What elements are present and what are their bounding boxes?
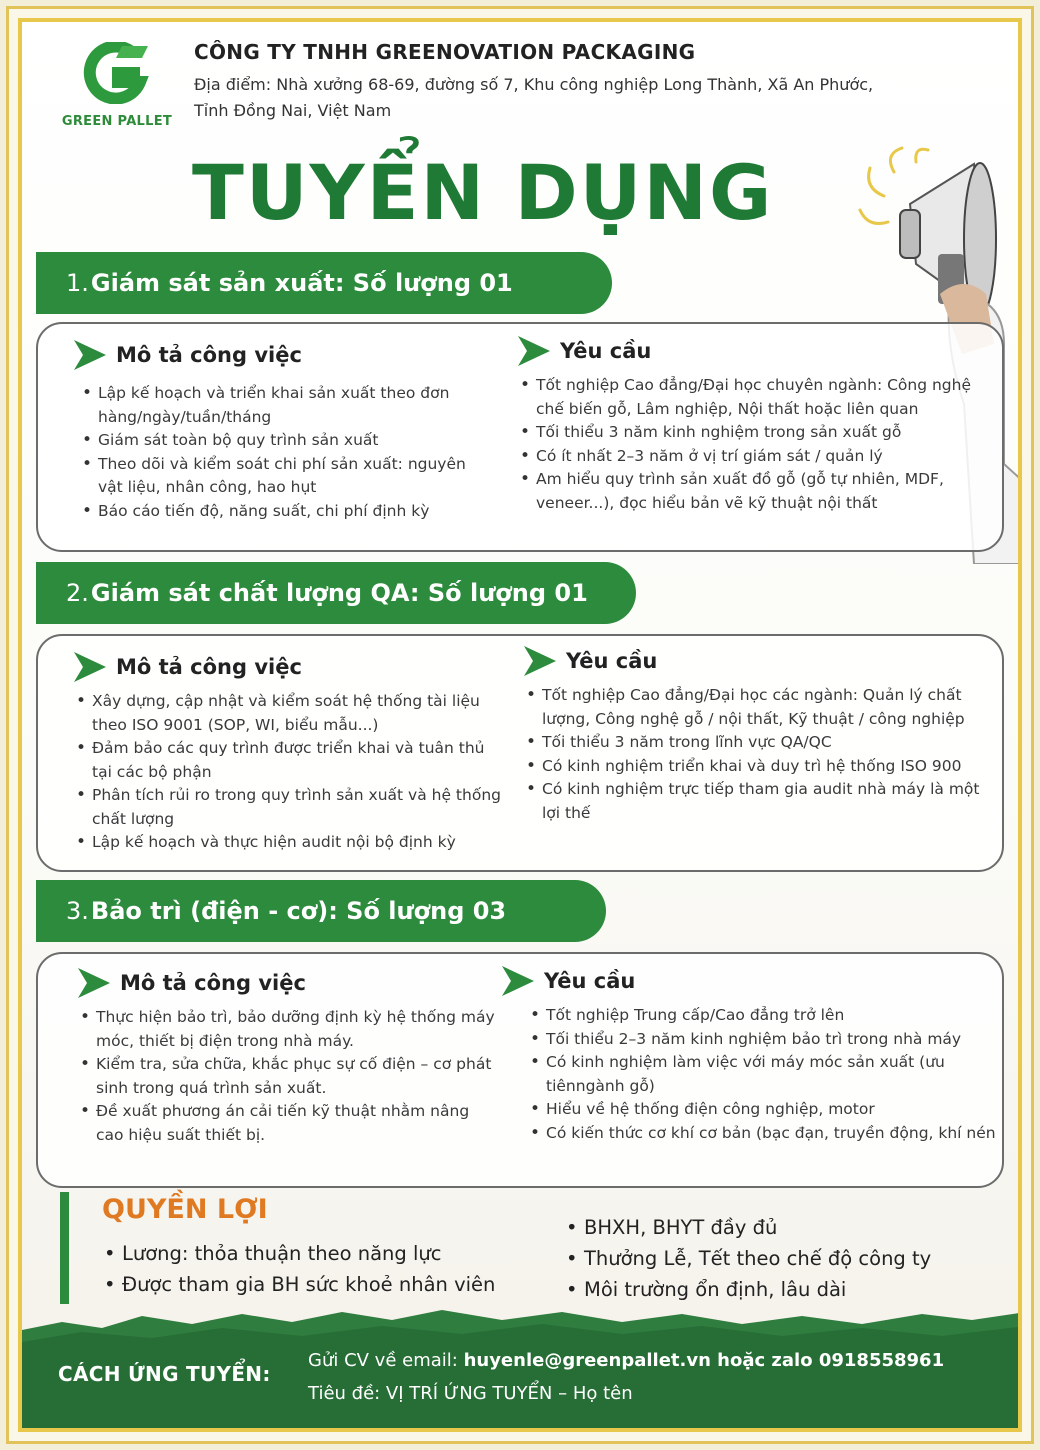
- poster: [18, 18, 1022, 1432]
- position-2-card: [36, 634, 1004, 872]
- job-description: [78, 968, 498, 1147]
- list-item: • Thưởng Lễ, Tết theo chế độ công ty: [564, 1243, 931, 1274]
- req-heading-row: [502, 966, 998, 996]
- job-description: [74, 340, 484, 523]
- list-item: • Được tham gia BH sức khoẻ nhân viên: [102, 1269, 495, 1300]
- req-heading: Yêu cầu: [560, 339, 652, 363]
- desc-heading-row: [74, 340, 484, 370]
- arrow-icon: [74, 340, 106, 370]
- req-list: [518, 374, 990, 515]
- green-pallet-logo-icon: [82, 42, 152, 104]
- arrow-icon: [518, 336, 550, 366]
- desc-heading: Mô tả công việc: [116, 343, 302, 367]
- list-item: • Tốt nghiệp Cao đẳng/Đại học chuyên ngành: Công nghệ chế biến gỗ, Lâm nghiệp, Nội thất hoặc liên quan: [518, 374, 990, 421]
- position-title: Giám sát chất lượng QA: Số lượng 01: [90, 579, 588, 607]
- apply-footer: [22, 1308, 1022, 1428]
- list-item: • Lập kế hoạch và thực hiện audit nội bộ định kỳ: [74, 831, 504, 855]
- job-description: [74, 652, 504, 855]
- req-heading-row: [518, 336, 990, 366]
- apply-contact: [308, 1350, 944, 1371]
- logo-text: GREEN PALLET: [61, 114, 173, 129]
- list-item: • Báo cáo tiến độ, năng suất, chi phí định kỳ: [80, 500, 484, 524]
- job-requirements: [518, 336, 990, 515]
- arrow-icon: [74, 652, 106, 682]
- position-number: 1.: [66, 269, 89, 297]
- company-name: CÔNG TY TNHH GREENOVATION PACKAGING: [194, 40, 696, 64]
- desc-heading-row: [78, 968, 498, 998]
- page-title: TUYỂN DỤNG: [192, 148, 774, 237]
- position-number: 2.: [66, 579, 89, 607]
- benefits-section: [60, 1190, 1000, 1310]
- desc-heading-row: [74, 652, 504, 682]
- position-1-card: [36, 322, 1004, 552]
- list-item: • Đảm bảo các quy trình được triển khai và tuân thủ tại các bộ phận: [74, 737, 504, 784]
- list-item: • Tối thiểu 2–3 năm kinh nghiệm bảo trì trong nhà máy: [528, 1028, 998, 1052]
- list-item: • BHXH, BHYT đầy đủ: [564, 1212, 931, 1243]
- position-title: Bảo trì (điện - cơ): Số lượng 03: [90, 897, 507, 925]
- list-item: • Tối thiểu 3 năm kinh nghiệm trong sản xuất gỗ: [518, 421, 990, 445]
- req-heading-row: [524, 646, 990, 676]
- req-heading: Yêu cầu: [566, 649, 658, 673]
- apply-label: CÁCH ỨNG TUYỂN:: [58, 1362, 271, 1386]
- benefits-accent-bar: [60, 1192, 69, 1304]
- list-item: • Lập kế hoạch và triển khai sản xuất theo đơn hàng/ngày/tuần/tháng: [80, 382, 484, 429]
- list-item: • Môi trường ổn định, lâu dài: [564, 1274, 931, 1305]
- req-heading: Yêu cầu: [544, 969, 636, 993]
- list-item: • Xây dựng, cập nhật và kiểm soát hệ thống tài liệu theo ISO 9001 (SOP, WI, biểu mẫu...): [74, 690, 504, 737]
- list-item: • Giám sát toàn bộ quy trình sản xuất: [80, 429, 484, 453]
- benefits-title: QUYỀN LỢI: [102, 1194, 268, 1225]
- list-item: • Có ít nhất 2–3 năm ở vị trí giám sát / quản lý: [518, 445, 990, 469]
- position-1-banner: [36, 252, 612, 314]
- position-3-card: [36, 952, 1004, 1188]
- apply-email-prefix: Gửi CV về email:: [308, 1350, 464, 1371]
- address-line-1: Địa điểm: Nhà xưởng 68-69, đường số 7, Khu công nghiệp Long Thành, Xã An Phước,: [194, 75, 874, 94]
- list-item: • Thực hiện bảo trì, bảo dưỡng định kỳ hệ thống máy móc, thiết bị điện trong nhà máy.: [78, 1006, 498, 1053]
- list-item: • Có kinh nghiệm triển khai và duy trì hệ thống ISO 900: [524, 755, 990, 779]
- list-item: • Có kinh nghiệm trực tiếp tham gia audit nhà máy là một lợi thế: [524, 778, 990, 825]
- list-item: • Đề xuất phương án cải tiến kỹ thuật nhằm nâng cao hiệu suất thiết bị.: [78, 1100, 498, 1147]
- position-3-banner: [36, 880, 606, 942]
- benefits-right-list: [564, 1212, 931, 1305]
- list-item: • Kiểm tra, sửa chữa, khắc phục sự cố điện – cơ phát sinh trong quá trình sản xuất.: [78, 1053, 498, 1100]
- job-requirements: [524, 646, 990, 825]
- company-address: [194, 72, 974, 124]
- arrow-icon: [502, 966, 534, 996]
- list-item: • Tốt nghiệp Cao đẳng/Đại học các ngành: Quản lý chất lượng, Công nghệ gỗ / nội thất, Kỹ thuật / công nghiệp: [524, 684, 990, 731]
- req-list: [524, 684, 990, 825]
- position-title: Giám sát sản xuất: Số lượng 01: [90, 269, 513, 297]
- benefits-left-list: [102, 1238, 495, 1300]
- position-number: 3.: [66, 897, 89, 925]
- list-item: • Am hiểu quy trình sản xuất đồ gỗ (gỗ tự nhiên, MDF, veneer...), đọc hiểu bản vẽ kỹ thuật nội thất: [518, 468, 990, 515]
- list-item: • Có kiến thức cơ khí cơ bản (bạc đạn, truyền động, khí nén: [528, 1122, 998, 1146]
- desc-heading: Mô tả công việc: [120, 971, 306, 995]
- apply-subject: Tiêu đề: VỊ TRÍ ỨNG TUYỂN – Họ tên: [308, 1383, 633, 1404]
- address-line-2: Tỉnh Đồng Nai, Việt Nam: [194, 101, 392, 120]
- arrow-icon: [524, 646, 556, 676]
- position-2-banner: [36, 562, 636, 624]
- apply-email-contact[interactable]: huyenle@greenpallet.vn hoặc zalo 0918558961: [463, 1350, 945, 1371]
- list-item: • Có kinh nghiệm làm việc với máy móc sản xuất (ưu tiênngành gỗ): [528, 1051, 998, 1098]
- arrow-icon: [78, 968, 110, 998]
- desc-heading: Mô tả công việc: [116, 655, 302, 679]
- list-item: • Theo dõi và kiểm soát chi phí sản xuất: nguyên vật liệu, nhân công, hao hụt: [80, 453, 484, 500]
- desc-list: [74, 690, 504, 855]
- desc-list: [78, 1006, 498, 1147]
- list-item: • Tốt nghiệp Trung cấp/Cao đẳng trở lên: [528, 1004, 998, 1028]
- list-item: • Lương: thỏa thuận theo năng lực: [102, 1238, 495, 1269]
- list-item: • Tối thiểu 3 năm trong lĩnh vực QA/QC: [524, 731, 990, 755]
- list-item: • Phân tích rủi ro trong quy trình sản xuất và hệ thống chất lượng: [74, 784, 504, 831]
- company-info: [194, 40, 974, 124]
- company-logo: [52, 42, 182, 129]
- list-item: • Hiểu về hệ thống điện công nghiệp, motor: [528, 1098, 998, 1122]
- job-requirements: [502, 966, 998, 1145]
- desc-list: [80, 382, 484, 523]
- req-list: [528, 1004, 998, 1145]
